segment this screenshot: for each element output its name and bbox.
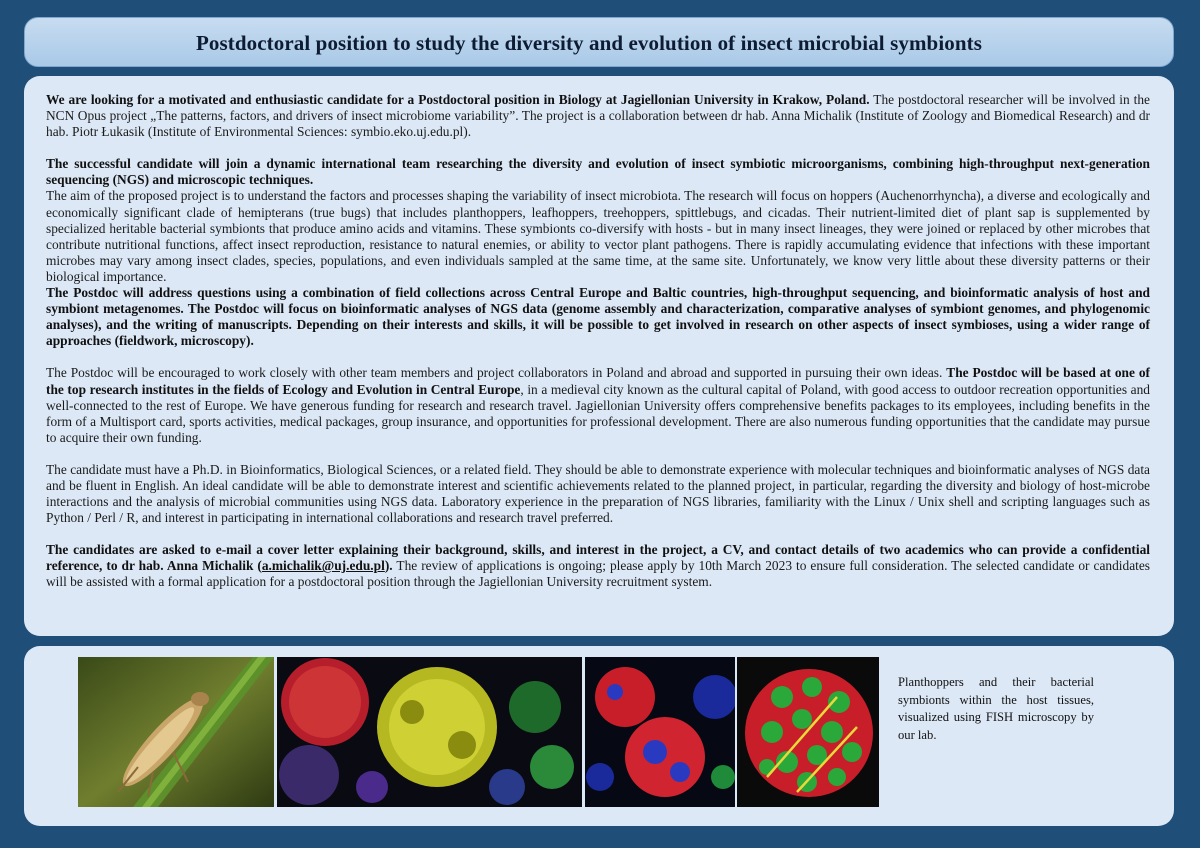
benefits-start: The Postdoc will be encouraged to work closely with other team members and project collaborators in Poland and abroad and supported in pursuing their own ideas.	[46, 365, 947, 381]
benefits-rest: , in a medieval city known as the cultural capital of Poland, with good access to outdoor recreation opportunities and well-connected to the rest of Europe. We have generous funding for research and research travel. Jagiellonian University offers comprehensive benefits packages to its employees, including benefits in the form of a Multisport card, sports activities, medical packages, group insurance, and opportunities for professional development. There are also numerous funding opportunities that the candidate may pursue to acquire their own funding.	[46, 381, 1150, 445]
requirements-paragraph: The candidate must have a Ph.D. in Bioinformatics, Biological Sciences, or a related field. They should be able to demonstrate experience with molecular techniques and bioinformatic analyses of NGS data and be fluent in English. An ideal candidate will be able to demonstrate interest and scientific achievements related to the planned project, in particular, regarding the diversity and biology of host-microbe interactions and the analysis of microbial communities using NGS data. Laboratory experience in the preparation of NGS libraries, familiarity with the Linux / Unix shell and scripting languages such as Python / Perl / R, and interest in participating in international collaborations and research travel preferred.	[46, 461, 1150, 526]
benefits-bold: The Postdoc will be based at one of the top research institutes in the fields of Ecology and Evolution in Central Europe	[46, 365, 1151, 397]
image-panel	[24, 646, 1174, 826]
application-rest: The review of applications is ongoing; please apply by 10th March 2023 to ensure full consideration. The selected candidate or candidates will be assisted with a formal application for a postdoctoral position through the Jagiellonian University recruitment system.	[46, 558, 1151, 590]
fish-microscopy-image-1	[277, 657, 582, 807]
intro-bold: We are looking for a motivated and enthusiastic candidate for a Postdoctoral position in Biology at Jagiellonian University in Krakow, Poland.	[46, 92, 870, 107]
job-description-panel	[24, 76, 1174, 636]
application-bold: The candidates are asked to e-mail a cover letter explaining their background, skills, and interest in the project, a CV, and contact details of two academics who can provide a confidential reference, to dr hab. Anna Michalik (	[46, 542, 1150, 574]
aim-paragraph: The aim of the proposed project is to understand the factors and processes shaping the variability of insect microbiota. The research will focus on hoppers (Auchenorrhyncha), a diverse and ecologically and economically significant clade of hemipterans (true bugs) that includes planthoppers, leafhoppers, treehoppers, spittlebugs, and cicadas. Their nutrient-limited diet of plant sap is supplemented by specialized heritable bacterial symbionts that produce amino acids and vitamins. These symbionts co-diversify with hosts - but in many insect lineages, they were joined or replaced by other microbes that contribute nutritional functions, affect insect reproduction, resistance to natural enemies, or ability to vector plant pathogens. There is rapidly accumulating evidence that infections with these important microbes may vary among insect clades, species, populations, and even individuals sampled at the same time, at the same site. Unfortunately, we know very little about these diversity patterns or their biological importance.	[46, 188, 1150, 284]
team-bold: The successful candidate will join a dynamic international team researching the diversity and evolution of insect symbiotic microorganisms, combining high-throughput next-generation sequencing (NGS) and microscopic techniques.	[46, 156, 1150, 188]
application-bold-end: ).	[384, 558, 393, 574]
application-paragraph	[46, 542, 1150, 590]
title-banner	[24, 17, 1174, 67]
intro-paragraph	[46, 92, 1150, 140]
postdoc-tasks-bold: The Postdoc will address questions using a combination of field collections across Central Europe and Baltic countries, high-throughput sequencing, and bioinformatic analysis of host and symbiont metagenomes. The Postdoc will focus on bioinformatic analyses of NGS data (genome assembly and characterization, comparative analyses of symbiont genomes, and phylogenomic analyses), and the writing of manuscripts. Depending on their interests and skills, it will be possible to get involved in research on other aspects of insect symbioses, using a wider range of approaches (fieldwork, microscopy).	[46, 285, 1150, 349]
fish-microscopy-image-3	[737, 657, 879, 807]
page-title: Postdoctoral position to study the diversity and evolution of insect microbial symbionts	[195, 31, 983, 55]
planthopper-photo	[78, 657, 274, 807]
contact-email-link[interactable]: a.michalik@uj.edu.pl	[261, 558, 385, 574]
postdoc-tasks-paragraph	[46, 285, 1150, 349]
benefits-paragraph	[46, 365, 1150, 445]
team-paragraph	[46, 156, 1150, 188]
fish-microscopy-image-2	[585, 657, 735, 807]
intro-text: The postdoctoral researcher will be involved in the NCN Opus project „The patterns, factors, and drivers of insect microbiome variability”. The project is a collaboration between dr hab. Anna Michalik (Institute of Zoology and Biomedical Research) and dr hab. Piotr Łukasik (Institute of Environmental Sciences: symbio.eko.uj.edu.pl).	[46, 92, 1150, 140]
image-caption: Planthoppers and their bacterial symbionts within the host tissues, visualized using FISH microscopy by our lab.	[898, 675, 1094, 742]
